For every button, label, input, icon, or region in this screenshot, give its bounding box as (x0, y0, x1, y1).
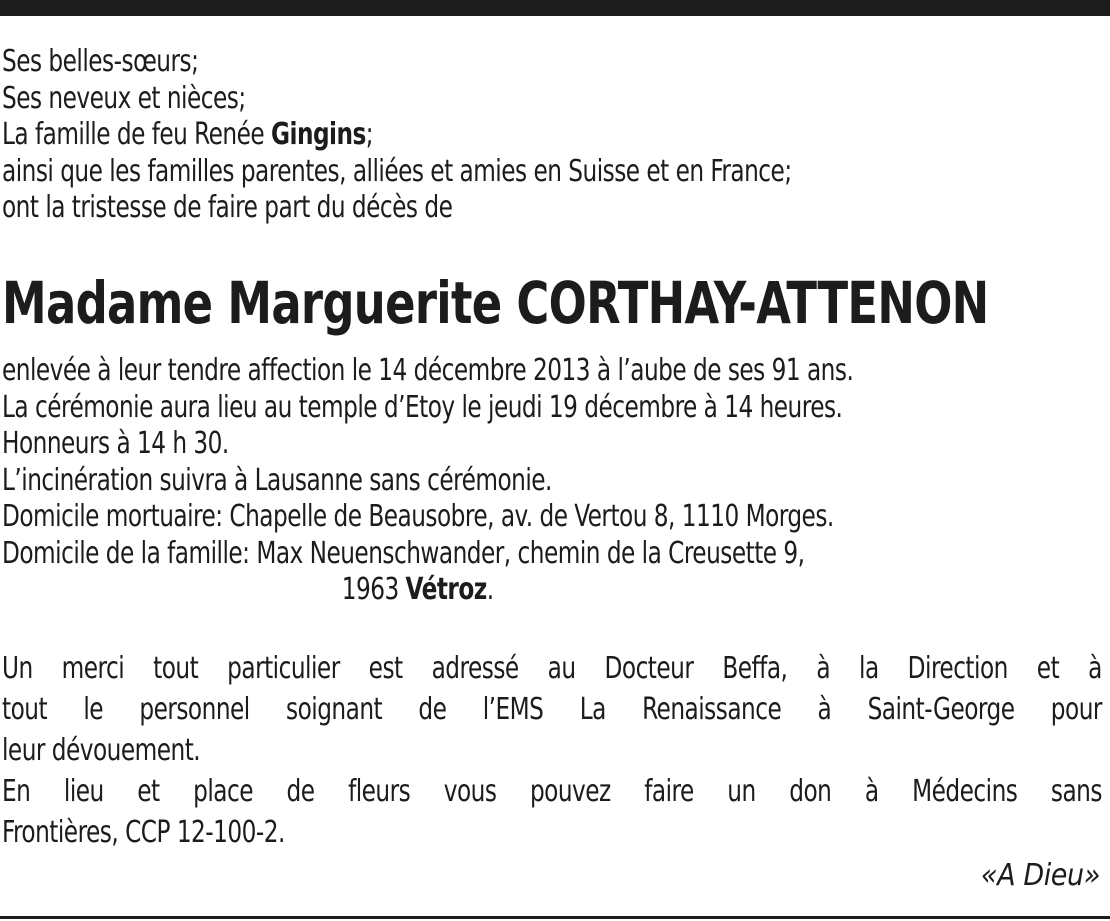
word: pouvez (529, 774, 611, 809)
donation-line-1 (2, 771, 1102, 812)
thanks-line-2 (2, 689, 1102, 730)
details-line-7 (2, 572, 951, 609)
justified-block (2, 648, 1106, 853)
intro-line-3-pre: La famille de feu Renée (2, 117, 271, 152)
thanks-line-1 (2, 648, 1102, 689)
word: de (418, 692, 447, 727)
word: Renaissance (642, 692, 782, 727)
intro-line-3-post: ; (365, 117, 374, 152)
word: tout (2, 692, 48, 727)
word: adressé (431, 651, 519, 686)
top-rule (0, 0, 1110, 16)
word: tout (153, 651, 199, 686)
word: et (137, 774, 160, 809)
word: Docteur (604, 651, 694, 686)
word: et (1036, 651, 1060, 686)
word: En (2, 774, 31, 809)
word: est (368, 651, 403, 686)
farewell-text: «A Dieu» (980, 858, 1100, 893)
word: fleurs (348, 774, 411, 809)
word: don (789, 774, 832, 809)
bottom-rule (0, 916, 1110, 919)
word: pour (1050, 692, 1102, 727)
intro-line-2: Ses neveux et nièces; (2, 80, 246, 116)
word: le (83, 692, 104, 727)
word: Beffa, (722, 651, 788, 686)
donation-line-2: Frontières, CCP 12-100-2. (2, 815, 285, 850)
word: faire (644, 774, 694, 809)
thanks-line-3: leur dévouement. (2, 733, 201, 768)
details-line-4: L’incinération suivra à Lausanne sans cérémonie. (2, 462, 552, 498)
details-line-5: Domicile mortuaire: Chapelle de Beausobre, av. de Vertou 8, 1110 Morges. (2, 499, 834, 534)
word: personnel (139, 692, 250, 727)
details-line-2: La cérémonie aura lieu au temple d’Etoy le jeudi 19 décembre à 14 heures. (2, 389, 843, 425)
details-line-1: enlevée à leur tendre affection le 14 décembre 2013 à l’aube de ses 91 ans. (2, 353, 854, 388)
details-line-7-post: . (486, 572, 494, 607)
word: un (727, 774, 756, 809)
intro-line-1: Ses belles-sœurs; (2, 44, 199, 79)
word: vous (443, 774, 497, 809)
intro-line-5: ont la tristesse de faire part du décès de (2, 190, 453, 225)
word: sans (1050, 774, 1102, 809)
word: Médecins (912, 774, 1018, 809)
word: soignant (286, 692, 383, 727)
word: lieu (63, 774, 104, 809)
word: Saint-George (867, 692, 1015, 727)
details-line-7-pre: 1963 (341, 572, 406, 607)
word: Un (2, 651, 33, 686)
word: l’EMS (482, 692, 544, 727)
town-vetroz: Vétroz (405, 572, 487, 607)
word: à (864, 774, 879, 809)
intro-block (2, 44, 951, 227)
family-name-gingins: Gingins (270, 117, 366, 152)
word: La (579, 692, 606, 727)
details-line-6: Domicile de la famille: Max Neuenschwander, chemin de la Creusette 9, (2, 535, 805, 571)
word: particulier (227, 651, 340, 686)
details-block (2, 353, 951, 609)
word: au (547, 651, 576, 686)
intro-line-4: ainsi que les familles parentes, alliées et amies en Suisse et en France; (2, 153, 792, 189)
word: Direction (907, 651, 1008, 686)
word: à (817, 692, 832, 727)
word: de (286, 774, 315, 809)
details-line-3: Honneurs à 14 h 30. (2, 426, 229, 461)
word: à (1088, 651, 1102, 686)
word: place (193, 774, 254, 809)
intro-line-3 (2, 117, 951, 154)
word: à (816, 651, 831, 686)
word: la (859, 651, 879, 686)
deceased-name: Madame Marguerite CORTHAY-ATTENON (2, 269, 989, 337)
word: merci (61, 651, 125, 686)
